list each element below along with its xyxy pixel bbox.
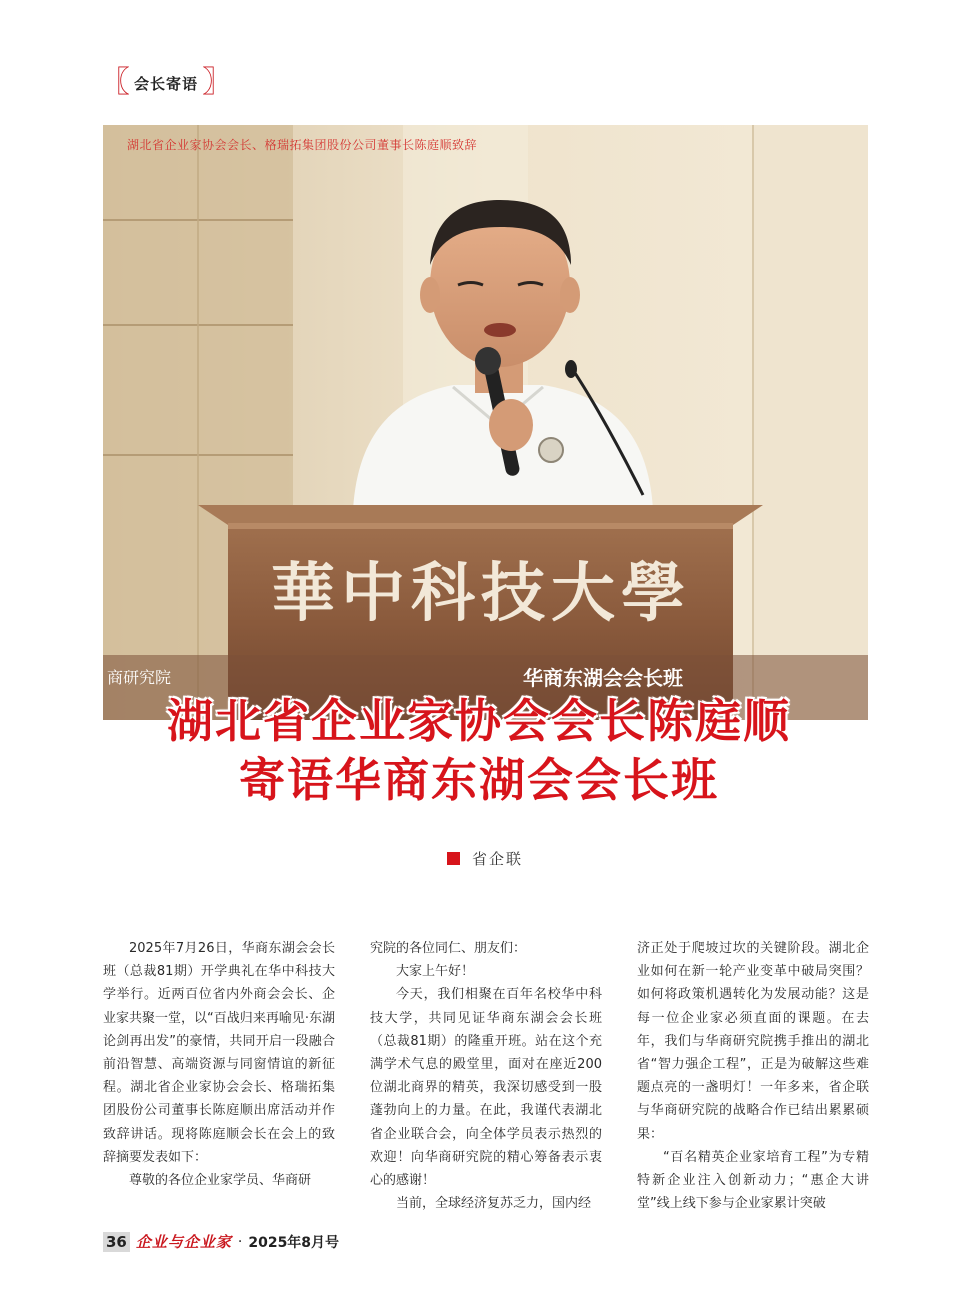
speaker-photo [103,125,868,720]
paragraph: 大家上午好！ [396,964,475,980]
section-bracket-left: 〖 [100,65,130,100]
podium-text: 華中科技大學 [271,556,691,631]
paragraph: 尊敬的各位企业家学员、华商研 [129,1173,312,1189]
paragraph: 今天，我们相聚在百年名校华中科技大学，共同见证华商东湖会会长班（总裁81期）的隆重开班。站在这个充满学术气息的殿堂里，面对在座近200位湖北商界的精英，我深切感受到一股蓬勃向上的力量。在此，我谨代表湖北省企业联合会，向全体学员表示热烈的欢迎！向华商研究院的精心筹备表示衷心的感谢！ [370,987,602,1189]
body-column-2 [370,937,602,1215]
paragraph: “百名精英企业家培育工程”为专精特新企业注入创新动力；“惠企大讲堂”线上线下参与企业家累计突破 [637,1149,869,1212]
headline-line2: 寄语华商东湖会会长班 [239,753,719,807]
photo-caption: 湖北省企业家协会会长、格瑞拓集团股份公司董事长陈庭顺致辞 [127,138,478,152]
paragraph: 2025年7月26日，华商东湖会会长班（总裁81期）开学典礼在华中科技大学举行。近两百位省内外商会会长、企业家共聚一堂，以“百战归来再喻见·东湖论剑再出发”的豪情，共同开启一段融合前沿智慧、高端资源与同窗情谊的新征程。湖北省企业家协会会长、格瑞拓集团股份公司董事长陈庭顺出席活动并作致辞讲话。现将陈庭顺会长在会上的致辞摘要发表如下： [103,941,335,1165]
magazine-name: 企业与企业家 [135,1233,232,1251]
section-tag [100,65,233,100]
byline-marker-icon [447,852,460,865]
footer-separator: · [237,1233,243,1250]
photo-illustration [103,125,868,720]
banner-mid-text: 华商东湖会会长班 [523,666,683,690]
page-number: 36 [103,1232,130,1252]
banner-left-text: 商研究院 [107,668,172,687]
body-column-3 [637,937,869,1215]
byline-author: 省企联 [472,850,524,868]
issue-date: 2025年8月号 [248,1234,340,1251]
paragraph: 究院的各位同仁、朋友们： [370,941,527,956]
section-bracket-right: 〗 [202,65,233,100]
paragraph: 当前，全球经济复苏乏力，国内经 [396,1196,592,1212]
section-label: 会长寄语 [134,74,199,93]
paragraph: 济正处于爬坡过坎的关键阶段。湖北企业如何在新一轮产业变革中破局突围？如何将政策机遇转化为发展动能？这是每一位企业家必须直面的课题。在去年，我们与华商研究院携手推出的湖北省“智力强企工程”，正是为破解这些难题点亮的一盏明灯！一年多来，省企联与华商研究院的战略合作已结出累累硕果： [637,941,869,1142]
headline-line1: 湖北省企业家协会会长陈庭顺 [167,694,791,748]
page-footer [103,1231,339,1252]
byline [447,848,523,869]
body-column-1 [103,937,335,1192]
